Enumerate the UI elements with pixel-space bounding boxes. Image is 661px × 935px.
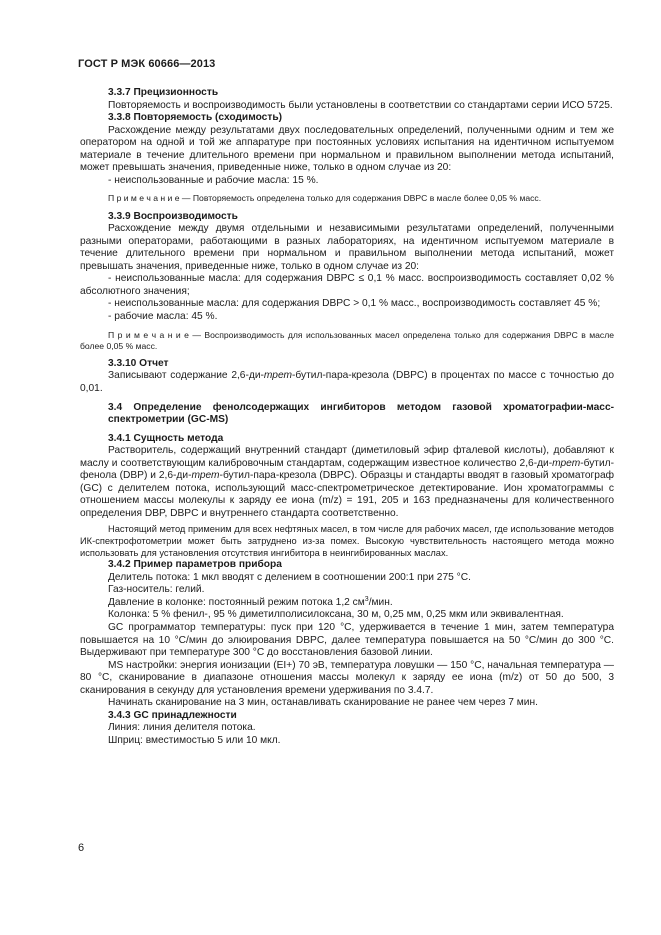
- param-ms-settings: MS настройки: энергия ионизации (EI+) 70 эВ, температура ловушки — 150 °С, начальная температура — 80 °С, сканирование в диапазоне отношения массы молекул к заряду ее иона (m/z) от 50 до 500, 3 сканирования в секунду для установления времени удерживания по 3.4.7.: [80, 659, 614, 696]
- paragraph-method-applicability: Настоящий метод применим для всех нефтяных масел, в том числе для рабочих масел, где использование методов ИК-спектрофотометрии может быть затруднено из-за помех. Высокую чувствительность настоящего метода можно использовать для установления отсутствия ингибитора в неингибированных маслах.: [80, 524, 614, 558]
- paragraph-reproducibility: Расхождение между двумя отдельными и независимыми результатами определений, полученными разными операторами, работающими в разных лабораториях, на идентичном испытуемом материале в течение длительного времени при нормальном и правильном выполнении метода испытаний, может превышать значения, приведенные ниже, только в одном случае из 20:: [80, 223, 614, 272]
- paragraph-method-essence: Растворитель, содержащий внутренний стандарт (диметиловый эфир фталевой кислоты), добавляют к маслу и соответствующим калибровочным стандартам, содержащим известное количество 2,6-ди-трет-бутил-фенола (DBP) и 2,6-ди-трет-бутил-пара-крезола (DBPC). Образцы и стандарты вводят в газовый хроматограф (GC) с делителем потока, использующий масс-спектрометрическое детектирование. Ион хроматограммы с отношением массы молекулы к заряду ее иона (m/z) = 191, 205 и 163 предназначены для количественного определения DBP, DBPC и внутреннего стандарта соответственно.: [80, 445, 614, 519]
- note-reproducibility: П р и м е ч а н и е — Воспроизводимость для использованных масел определена только для содержания DBPC в масле более 0,05 % масс.: [80, 329, 614, 351]
- document-header: ГОСТ Р МЭК 60666—2013: [78, 58, 216, 70]
- heading-3-4-2: 3.4.2 Пример параметров прибора: [108, 559, 282, 571]
- note-repeatability: П р и м е ч а н и е — Повторяемость определена только для содержания DBPC в масле более 0,05 % масс.: [108, 193, 542, 204]
- heading-3-4-1: 3.4.1 Сущность метода: [108, 432, 224, 444]
- param-column-pressure: Давление в колонке: постоянный режим потока 1,2 $см^3$/мин.: [108, 595, 393, 608]
- page-content: [80, 87, 614, 747]
- page-number: 6: [78, 842, 85, 854]
- paragraph-repeatability: Расхождение между результатами двух последовательных определений, полученными одним и тем же оператором на одной и той же аппаратуре при постоянных условиях испытания на идентичном испытуемом материале в течение длительного времени при нормальном и правильном выполнении метода испытаний, может превышать значения, приведенные ниже, только в одном случае из 20:: [80, 124, 614, 174]
- bullet-reproducibility-2: - неиспользованные масла: для содержания DBPC > 0,1 % масс., воспроизводимость составляет 45 %;: [108, 298, 601, 310]
- paragraph-report: Записывают содержание 2,6-ди-трет-бутил-пара-крезола (DBPC) в процентах по массе с точностью до 0,01.: [80, 370, 614, 394]
- param-scan-start: Начинать сканирование на 3 мин, останавливать сканирование не ранее чем через 7 мин.: [108, 697, 538, 709]
- param-column: Колонка: 5 % фенил-, 95 % диметилполисилоксана, 30 м, 0,25 мм, 0,25 мкм или эквивалентная.: [108, 609, 564, 621]
- param-carrier-gas: Газ-носитель: гелий.: [108, 584, 205, 596]
- paragraph-precision: Повторяемость и воспроизводимость были установлены в соответствии со стандартами серии ИСО 5725.: [108, 99, 613, 111]
- heading-3-4-3: 3.4.3 GC принадлежности: [108, 709, 237, 721]
- heading-3-3-9: 3.3.9 Воспроизводимость: [108, 210, 238, 222]
- heading-3-3-7: 3.3.7 Прецизионность: [108, 87, 219, 98]
- heading-3-3-10: 3.3.10 Отчет: [108, 357, 169, 369]
- bullet-reproducibility-1: - неиспользованные масла: для содержания DBPC ≤ 0,1 % масс. воспроизводимость составляет 0,02 % абсолютного значения;: [80, 273, 614, 297]
- heading-3-4: 3.4 Определение фенолсодержащих ингибиторов методом газовой хроматографии-масс-спектрометрии (GC-MS): [108, 401, 614, 426]
- heading-3-3-8: 3.3.8 Повторяемость (сходимость): [108, 112, 282, 124]
- bullet-reproducibility-3: - рабочие масла: 45 %.: [108, 310, 218, 322]
- param-flow-splitter: Делитель потока: 1 мкл вводят с делением в соотношении 200:1 при 275 °С.: [108, 571, 471, 583]
- param-gc-program: GC программатор температуры: пуск при 120 °С, удерживается в течение 1 мин, затем температура повышается на 10 °С/мин до элюирования DBPC, далее температура повышается на 50 °С/мин до 300 °С. Выдерживают при температуре 300 °С до восстановления базовой линии.: [80, 621, 614, 659]
- bullet-repeatability: - неиспользованные и рабочие масла: 15 %.: [108, 174, 319, 186]
- accessory-syringe: Шприц: вместимостью 5 или 10 мкл.: [108, 734, 281, 746]
- accessory-line: Линия: линия делителя потока.: [108, 722, 256, 734]
